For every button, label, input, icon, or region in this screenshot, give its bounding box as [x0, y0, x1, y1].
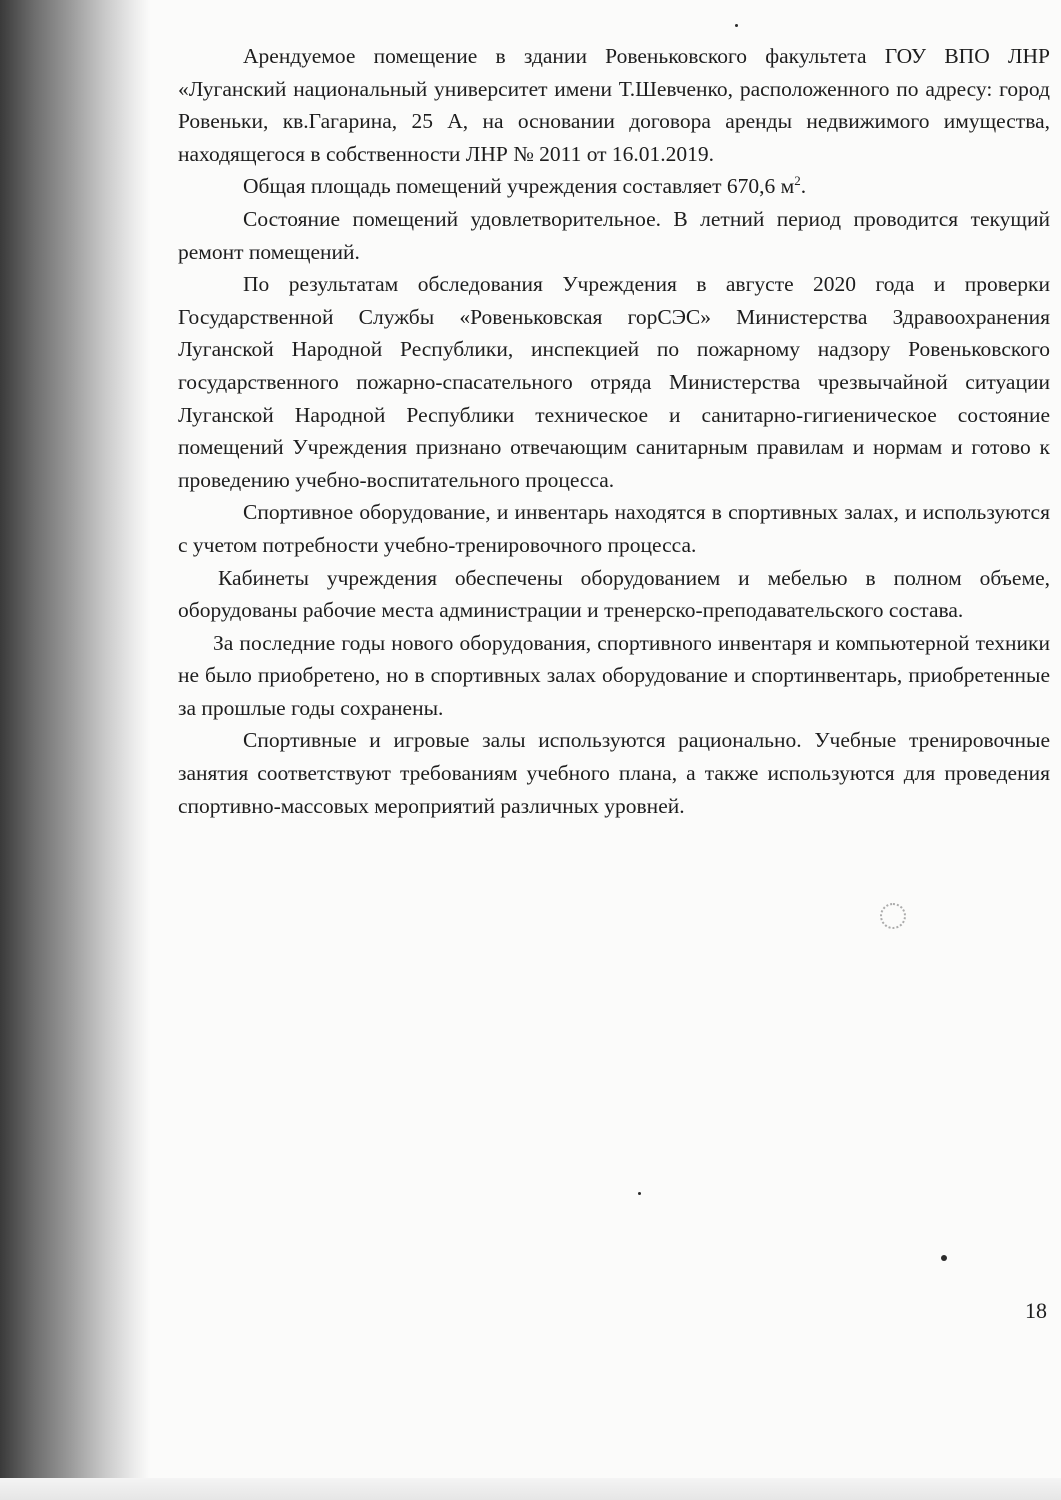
paragraph-total-area [178, 170, 1050, 203]
paragraph-sports-equipment: Спортивное оборудование, и инвентарь находятся в спортивных залах, и используются с учетом потребности учебно-тренировочного процесса. [178, 500, 1050, 557]
paragraph-halls-usage: Спортивные и игровые залы используются рационально. Учебные тренировочные занятия соответствуют требованиям учебного плана, а также используются для проведения спортивно-массовых мероприятий различных уровней. [178, 728, 1050, 818]
page-number: 18 [1025, 1298, 1047, 1323]
total-area-end: . [800, 174, 807, 199]
total-area-text: Общая площадь помещений учреждения составляет 670,6 м [243, 174, 795, 199]
paragraph-offices: Кабинеты учреждения обеспечены оборудованием и мебелью в полном объеме, оборудованы рабочие места администрации и тренерско-преподавательского состава. [178, 565, 1050, 623]
body-text [178, 40, 1050, 822]
scan-speck [735, 24, 738, 27]
paragraph-premises-condition: Состояние помещений удовлетворительное. В летний период проводится текущий ремонт помещений. [178, 206, 1050, 264]
binding-shadow [0, 0, 150, 1500]
paragraph-premises-lease: Арендуемое помещение в здании Ровеньковского факультета ГОУ ВПО ЛНР «Луганский национальный университет имени Т.Шевченко, расположенного по адресу: город Ровеньки, кв.Гагарина, 25 А, на основании договора аренды недвижимого имущества, находящегося в собственности ЛНР № 2011 от 16.01.2019. [178, 44, 1050, 166]
scan-speck [941, 1255, 947, 1261]
scan-smudge-mark [880, 903, 906, 929]
area-unit-superscript: 2 [794, 173, 801, 189]
paragraph-inspection-results: По результатам обследования Учреждения в августе 2020 года и проверки Государственной Службы «Ровеньковская горСЭС» Министерства Здравоохранения Луганской Народной Республики, инспекцией по пожарному надзору Ровеньковского государственного пожарно-спасательного отряда Министерства чрезвычайной ситуации Луганской Народной Республики техническое и санитарно-гигиеническое состояние помещений Учреждения признано отвечающим санитарным правилам и нормам и готово к проведению учебно-воспитательного процесса. [178, 272, 1050, 492]
bottom-edge-shade [0, 1478, 1061, 1500]
scan-speck [638, 1192, 641, 1195]
paragraph-new-equipment: За последние годы нового оборудования, спортивного инвентаря и компьютерной техники не было приобретено, но в спортивных залах оборудование и спортинвентарь, приобретенные за прошлые годы сохранены. [178, 630, 1050, 720]
